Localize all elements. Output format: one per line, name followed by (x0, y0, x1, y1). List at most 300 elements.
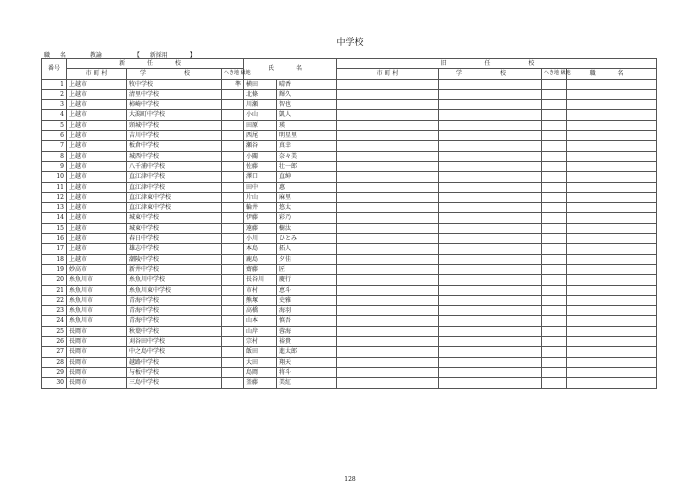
row-name-family: 横田 (244, 79, 277, 89)
row-old-position (567, 275, 657, 285)
row-school: 牧中学校 (127, 79, 222, 89)
header-city: 市 町 村 (67, 69, 127, 79)
row-old-remote (542, 285, 567, 295)
row-old-school (439, 151, 542, 161)
row-name-given: 将斗 (277, 367, 337, 377)
row-name-given: 樹汰 (277, 223, 337, 233)
row-old-remote (542, 110, 567, 120)
row-old-remote (542, 244, 567, 254)
row-name-family: 北條 (244, 89, 277, 99)
row-name-family: 西尾 (244, 131, 277, 141)
row-name-family: 山本 (244, 316, 277, 326)
row-old-city (337, 182, 439, 192)
row-old-city (337, 337, 439, 347)
table-row (42, 254, 657, 264)
header-group-old: 旧 任 校 (337, 59, 657, 69)
row-old-position (567, 182, 657, 192)
row-city: 糸魚川市 (67, 295, 127, 305)
row-old-remote (542, 131, 567, 141)
row-remote-level (222, 141, 244, 151)
row-remote-level (222, 337, 244, 347)
row-school: 吉川中学校 (127, 131, 222, 141)
table-row (42, 100, 657, 110)
row-old-city (337, 285, 439, 295)
row-remote-level (222, 151, 244, 161)
row-old-position (567, 295, 657, 305)
row-old-position (567, 79, 657, 89)
row-old-school (439, 326, 542, 336)
row-old-school (439, 378, 542, 388)
table-row (42, 234, 657, 244)
row-old-position (567, 203, 657, 213)
row-old-position (567, 326, 657, 336)
row-number: 26 (42, 337, 67, 347)
row-old-city (337, 234, 439, 244)
row-number: 3 (42, 100, 67, 110)
row-name-given: 裕貴 (277, 337, 337, 347)
row-city: 上越市 (67, 213, 127, 223)
roster-table (41, 58, 657, 389)
row-number: 15 (42, 223, 67, 233)
row-school: 糸魚川中学校 (127, 275, 222, 285)
row-old-position (567, 378, 657, 388)
row-city: 上越市 (67, 161, 127, 171)
row-city: 上越市 (67, 110, 127, 120)
row-name-family: 澤口 (244, 172, 277, 182)
row-city: 長岡市 (67, 337, 127, 347)
row-name-given: 翔天 (277, 357, 337, 367)
row-old-city (337, 131, 439, 141)
row-number: 21 (42, 285, 67, 295)
row-name-given: 美紅 (277, 378, 337, 388)
row-old-city (337, 192, 439, 202)
table-row (42, 378, 657, 388)
table-row (42, 285, 657, 295)
table-row (42, 347, 657, 357)
row-city: 上越市 (67, 254, 127, 264)
row-old-position (567, 306, 657, 316)
row-old-position (567, 223, 657, 233)
row-name-family: 高橋 (244, 306, 277, 316)
row-number: 10 (42, 172, 67, 182)
row-old-remote (542, 141, 567, 151)
row-old-remote (542, 367, 567, 377)
row-school: 秋葉中学校 (127, 326, 222, 336)
row-name-given: 壮一郎 (277, 161, 337, 171)
header-old-remote: へき地 級地 (542, 69, 567, 79)
row-number: 17 (42, 244, 67, 254)
row-school: 城西中学校 (127, 151, 222, 161)
row-number: 13 (42, 203, 67, 213)
row-name-family: 佐藤 (244, 161, 277, 171)
row-school: 直江津中学校 (127, 182, 222, 192)
row-old-position (567, 254, 657, 264)
row-old-city (337, 100, 439, 110)
bracket-close: 】 (189, 52, 196, 59)
table-row (42, 357, 657, 367)
row-city: 上越市 (67, 182, 127, 192)
row-name-family: 遠藤 (244, 223, 277, 233)
row-name-given: 惠 (277, 182, 337, 192)
row-city: 糸魚川市 (67, 306, 127, 316)
row-old-remote (542, 223, 567, 233)
row-school: 潮陵中学校 (127, 254, 222, 264)
row-name-given: ひとみ (277, 234, 337, 244)
row-old-position (567, 244, 657, 254)
row-old-position (567, 316, 657, 326)
row-old-city (337, 347, 439, 357)
row-name-family: 長谷川 (244, 275, 277, 285)
row-old-remote (542, 316, 567, 326)
row-number: 9 (42, 161, 67, 171)
row-old-school (439, 120, 542, 130)
row-old-remote (542, 100, 567, 110)
row-name-family: 宗村 (244, 337, 277, 347)
row-old-remote (542, 254, 567, 264)
row-old-remote (542, 161, 567, 171)
row-old-position (567, 192, 657, 202)
row-name-given: 智也 (277, 100, 337, 110)
row-school: 城東中学校 (127, 223, 222, 233)
table-row (42, 213, 657, 223)
job-value: 教諭 (89, 52, 102, 59)
row-old-city (337, 120, 439, 130)
hire-type: 新採用 (149, 52, 168, 59)
row-number: 19 (42, 264, 67, 274)
table-row (42, 275, 657, 285)
row-number: 2 (42, 89, 67, 99)
row-name-family: 瀬谷 (244, 141, 277, 151)
row-school: 糸魚川東中学校 (127, 285, 222, 295)
row-city: 上越市 (67, 172, 127, 182)
row-old-position (567, 264, 657, 274)
row-old-school (439, 213, 542, 223)
row-name-given: 夕佳 (277, 254, 337, 264)
table-row (42, 141, 657, 151)
row-number: 28 (42, 357, 67, 367)
row-name-family: 輪井 (244, 203, 277, 213)
row-old-remote (542, 213, 567, 223)
row-name-family: 釜藤 (244, 378, 277, 388)
row-name-family: 本島 (244, 244, 277, 254)
row-city: 上越市 (67, 120, 127, 130)
row-old-city (337, 367, 439, 377)
row-old-remote (542, 151, 567, 161)
row-old-position (567, 89, 657, 99)
row-name-given: 晴香 (277, 79, 337, 89)
bracket-open: 【 (133, 52, 140, 59)
row-old-school (439, 223, 542, 233)
row-city: 糸魚川市 (67, 285, 127, 295)
row-name-given: 彩乃 (277, 213, 337, 223)
row-old-position (567, 337, 657, 347)
row-old-city (337, 378, 439, 388)
row-old-position (567, 285, 657, 295)
row-city: 上越市 (67, 223, 127, 233)
row-old-city (337, 203, 439, 213)
row-old-position (567, 151, 657, 161)
row-school: 清里中学校 (127, 89, 222, 99)
row-number: 16 (42, 234, 67, 244)
row-old-position (567, 100, 657, 110)
row-name-given: 蓉海 (277, 326, 337, 336)
table-row (42, 192, 657, 202)
row-old-position (567, 120, 657, 130)
row-old-city (337, 172, 439, 182)
row-remote-level (222, 110, 244, 120)
row-number: 1 (42, 79, 67, 89)
table-row (42, 89, 657, 99)
row-old-school (439, 172, 542, 182)
row-name-given: 麻里 (277, 192, 337, 202)
header-group-new: 新 任 校 (67, 59, 244, 69)
row-old-remote (542, 306, 567, 316)
row-number: 25 (42, 326, 67, 336)
row-old-city (337, 254, 439, 264)
table-row (42, 316, 657, 326)
row-school: 大潟町中学校 (127, 110, 222, 120)
row-old-school (439, 89, 542, 99)
row-number: 30 (42, 378, 67, 388)
table-row (42, 172, 657, 182)
row-old-school (439, 131, 542, 141)
header-number: 番号 (42, 59, 67, 80)
row-remote-level (222, 100, 244, 110)
row-city: 長岡市 (67, 357, 127, 367)
row-remote-level (222, 223, 244, 233)
row-old-school (439, 100, 542, 110)
row-old-remote (542, 172, 567, 182)
row-remote-level (222, 275, 244, 285)
row-name-family: 小關 (244, 151, 277, 161)
row-name-given: 史雅 (277, 295, 337, 305)
row-remote-level (222, 306, 244, 316)
row-old-remote (542, 192, 567, 202)
page-title: 中学校 (336, 38, 364, 48)
row-name-family: 小山 (244, 110, 277, 120)
row-name-family: 大田 (244, 357, 277, 367)
row-old-remote (542, 203, 567, 213)
row-city: 上越市 (67, 89, 127, 99)
row-old-school (439, 264, 542, 274)
row-city: 上越市 (67, 244, 127, 254)
row-old-city (337, 89, 439, 99)
row-school: 刈谷田中学校 (127, 337, 222, 347)
row-old-city (337, 161, 439, 171)
row-city: 長岡市 (67, 378, 127, 388)
row-name-family: 島岡 (244, 367, 277, 377)
row-remote-level (222, 316, 244, 326)
row-school: 直江津東中学校 (127, 192, 222, 202)
row-old-remote (542, 357, 567, 367)
table-row (42, 110, 657, 120)
row-name-given: 直紳 (277, 172, 337, 182)
row-old-position (567, 367, 657, 377)
row-name-given: 進太郎 (277, 347, 337, 357)
table-row (42, 79, 657, 89)
header-school: 学 校 (127, 69, 222, 79)
row-old-city (337, 244, 439, 254)
row-old-school (439, 182, 542, 192)
row-name-given: 瑛 (277, 120, 337, 130)
row-old-school (439, 275, 542, 285)
row-old-school (439, 110, 542, 120)
row-city: 上越市 (67, 100, 127, 110)
row-old-city (337, 141, 439, 151)
row-number: 23 (42, 306, 67, 316)
row-old-remote (542, 347, 567, 357)
row-name-given: 凱人 (277, 110, 337, 120)
row-number: 6 (42, 131, 67, 141)
row-remote-level (222, 378, 244, 388)
row-old-school (439, 79, 542, 89)
job-label: 職 名 (44, 52, 70, 59)
row-old-city (337, 264, 439, 274)
table-row (42, 264, 657, 274)
row-name-given: 恵斗 (277, 285, 337, 295)
row-remote-level (222, 367, 244, 377)
row-name-family: 田原 (244, 120, 277, 130)
row-number: 8 (42, 151, 67, 161)
row-name-given: 拓人 (277, 244, 337, 254)
row-number: 5 (42, 120, 67, 130)
row-remote-level (222, 120, 244, 130)
row-name-given: 真幸 (277, 141, 337, 151)
row-old-position (567, 172, 657, 182)
row-number: 24 (42, 316, 67, 326)
row-old-city (337, 213, 439, 223)
row-city: 上越市 (67, 203, 127, 213)
row-number: 7 (42, 141, 67, 151)
row-name-family: 市村 (244, 285, 277, 295)
table-row (42, 326, 657, 336)
row-city: 妙高市 (67, 264, 127, 274)
page-number: 128 (344, 476, 356, 483)
table-row (42, 306, 657, 316)
table-row (42, 223, 657, 233)
row-remote-level (222, 203, 244, 213)
row-remote-level (222, 182, 244, 192)
row-name-given: 慶行 (277, 275, 337, 285)
row-city: 糸魚川市 (67, 316, 127, 326)
row-school: 青海中学校 (127, 295, 222, 305)
row-name-family: 小川 (244, 234, 277, 244)
header-name: 氏 名 (244, 59, 337, 80)
row-school: 青海中学校 (127, 316, 222, 326)
row-old-city (337, 151, 439, 161)
row-name-given: 奈々美 (277, 151, 337, 161)
row-name-given: 慎吾 (277, 316, 337, 326)
row-old-school (439, 161, 542, 171)
row-old-city (337, 79, 439, 89)
row-old-position (567, 357, 657, 367)
row-name-given: 輝久 (277, 89, 337, 99)
row-old-school (439, 285, 542, 295)
table-row (42, 367, 657, 377)
row-city: 上越市 (67, 192, 127, 202)
roster-body (42, 79, 657, 388)
row-school: 新井中学校 (127, 264, 222, 274)
row-name-family: 齋藤 (244, 264, 277, 274)
row-remote-level (222, 192, 244, 202)
row-old-school (439, 367, 542, 377)
row-old-remote (542, 337, 567, 347)
row-old-position (567, 161, 657, 171)
row-name-given: 匠 (277, 264, 337, 274)
row-city: 長岡市 (67, 367, 127, 377)
row-number: 29 (42, 367, 67, 377)
row-remote-level: 準 (222, 79, 244, 89)
row-old-remote (542, 264, 567, 274)
row-school: 城東中学校 (127, 213, 222, 223)
row-old-city (337, 316, 439, 326)
row-old-school (439, 234, 542, 244)
row-remote-level (222, 254, 244, 264)
row-old-position (567, 131, 657, 141)
row-name-family: 川瀬 (244, 100, 277, 110)
row-city: 上越市 (67, 234, 127, 244)
row-old-remote (542, 79, 567, 89)
row-name-given: 明星里 (277, 131, 337, 141)
row-old-city (337, 326, 439, 336)
table-row (42, 131, 657, 141)
row-old-school (439, 192, 542, 202)
row-old-school (439, 203, 542, 213)
header-position: 職 名 (567, 69, 657, 79)
row-number: 14 (42, 213, 67, 223)
table-row (42, 161, 657, 171)
row-school: 頸城中学校 (127, 120, 222, 130)
row-name-family: 鹿島 (244, 254, 277, 264)
row-school: 雄志中学校 (127, 244, 222, 254)
row-city: 上越市 (67, 131, 127, 141)
header-old-city: 市 町 村 (337, 69, 439, 79)
row-remote-level (222, 295, 244, 305)
row-old-city (337, 295, 439, 305)
row-school: 八千浦中学校 (127, 161, 222, 171)
row-number: 12 (42, 192, 67, 202)
row-old-remote (542, 275, 567, 285)
row-number: 11 (42, 182, 67, 192)
row-name-family: 伊藤 (244, 213, 277, 223)
row-name-family: 飯田 (244, 347, 277, 357)
row-remote-level (222, 326, 244, 336)
row-remote-level (222, 161, 244, 171)
row-old-remote (542, 120, 567, 130)
table-row (42, 182, 657, 192)
row-old-city (337, 306, 439, 316)
row-school: 柿崎中学校 (127, 100, 222, 110)
row-old-school (439, 254, 542, 264)
row-school: 与板中学校 (127, 367, 222, 377)
row-name-family: 片山 (244, 192, 277, 202)
row-school: 直江津中学校 (127, 172, 222, 182)
row-old-city (337, 275, 439, 285)
row-city: 上越市 (67, 79, 127, 89)
row-city: 長岡市 (67, 347, 127, 357)
row-number: 4 (42, 110, 67, 120)
row-school: 越路中学校 (127, 357, 222, 367)
row-school: 三島中学校 (127, 378, 222, 388)
row-old-city (337, 357, 439, 367)
row-name-family: 熊塚 (244, 295, 277, 305)
row-old-position (567, 213, 657, 223)
row-name-family: 山岸 (244, 326, 277, 336)
row-old-city (337, 223, 439, 233)
row-old-remote (542, 234, 567, 244)
row-remote-level (222, 357, 244, 367)
row-number: 20 (42, 275, 67, 285)
